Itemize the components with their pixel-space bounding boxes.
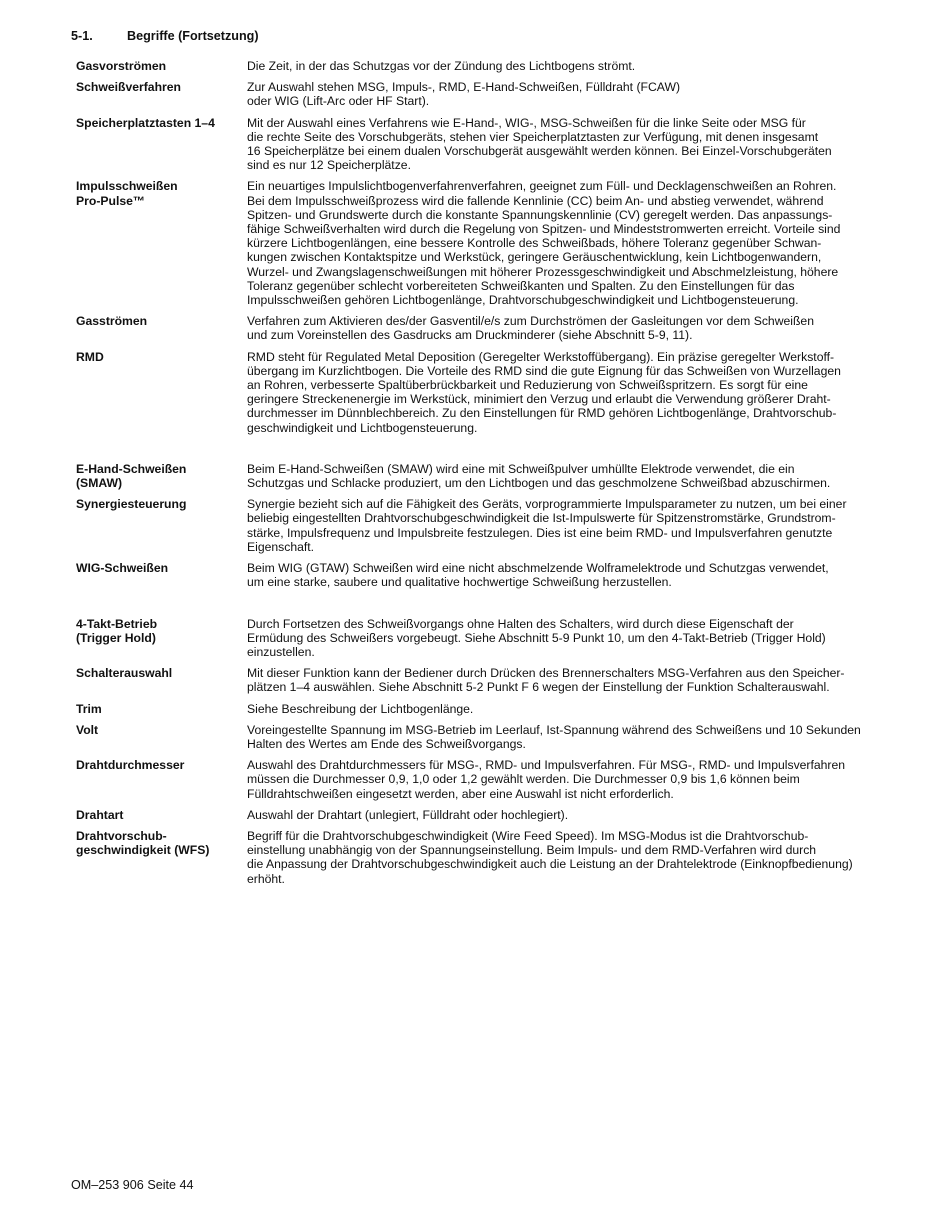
glossary-term: Volt xyxy=(76,722,99,737)
glossary-entry xyxy=(76,314,866,342)
glossary-entry xyxy=(76,666,866,694)
glossary-term: Schweißverfahren xyxy=(76,80,181,95)
glossary-entry xyxy=(76,462,866,490)
glossary-definition: Beim WIG (GTAW) Schweißen wird eine nicht abschmelzende Wolframelektrode und Schutzgas verwendet, um eine starke, saubere und qualitative hochwertige Schweißung herzustellen. xyxy=(247,561,829,590)
glossary-definition: Durch Fortsetzen des Schweißvorgangs ohne Halten des Schalters, wird durch diese Eigenschaft der Ermüdung des Schweißers vorgebeugt. Siehe Abschnitt 5-9 Punkt 10, um den 4-Takt-Betrieb (Trigger Hold) einzustellen. xyxy=(247,616,826,659)
glossary-entry xyxy=(76,808,866,822)
glossary-term: WIG-Schweißen xyxy=(76,561,169,576)
section-number: 5-1. xyxy=(71,29,93,43)
glossary-term: Schalterauswahl xyxy=(76,666,173,681)
glossary-term: Speicherplatztasten 1–4 xyxy=(76,115,215,130)
page-footer: OM–253 906 Seite 44 xyxy=(71,1178,194,1192)
glossary-definition: Zur Auswahl stehen MSG, Impuls-, RMD, E-Hand-Schweißen, Fülldraht (FCAW) oder WIG (Lift-Arc oder HF Start). xyxy=(247,80,681,109)
glossary-definition: Mit dieser Funktion kann der Bediener durch Drücken des Brennerschalters MSG-Verfahren aus den Speicher- plätzen 1–4 auswählen. Siehe Abschnitt 5-2 Punkt F 6 wegen der Einstellung der Funktion Schalterauswahl. xyxy=(247,666,845,695)
glossary-entry xyxy=(76,561,866,589)
glossary-definition: Ein neuartiges Impulslichtbogenverfahrenverfahren, geeignet zum Füll- und Decklagenschweißen an Rohren. Bei dem Impulsschweißprozess wird die fallende Kennlinie (CC) beim An- und abstieg verwendet, während Spitzen- und Grundswerte durch die konstante Spannungskennlinie (CV) geregelt werden. Das anpassungs- fähige Schweißverhalten wird durch die Regelung von Spitzen- und Mindeststromwerten erreicht. Vorteile sind kürzere Lichtbogenlängen, eine bessere Kontrolle des Schweißbads, höhere Toleranz gegenüber Schwan- kungen zwischen Kontaktspitze und Werkstück, geringere Geräuschentwicklung, kein Lichtbogenwandern, Wurzel- und Zwangslagenschweißungen mit höherer Prozessgeschwindigkeit und Abschmelzleistung, höhere Toleranz gegenüber schlecht vorbereiteten Schweißkanten und Spalten. Zu den Einstellungen für das Impulsschweißen gehören Lichtbogenlänge, Drahtvorschubgeschwindigkeit und Lichtbogensteuerung. xyxy=(247,179,841,308)
glossary-entry xyxy=(76,758,866,801)
section-title: Begriffe (Fortsetzung) xyxy=(127,29,259,43)
glossary-entry xyxy=(76,116,866,173)
glossary-definition: Voreingestellte Spannung im MSG-Betrieb im Leerlauf, Ist-Spannung während des Schweißens und 10 Sekunden Halten des Wertes am Ende des Schweißvorgangs. xyxy=(247,722,861,751)
glossary-definition: RMD steht für Regulated Metal Deposition (Geregelter Werkstoffübergang). Ein präzise geregelter Werkstoff- übergang im Kurzlichtbogen. Die Vorteile des RMD sind die gute Eignung für das Schweißen von Wurzellagen an Rohren, verbesserte Spaltüberbrückbarkeit und Reduzierung von Schweißspritzern. Es sorgt für eine geringere Streckenenergie im Werkstück, minimiert den Verzug und erlaubt die Verwendung größerer Draht- durchmesser im Dünnblechbereich. Zu den Einstellungen für RMD gehören Lichtbogenlänge, Drahtvorschub- geschwindigkeit und Lichtbogensteuerung. xyxy=(247,349,841,435)
glossary-entry xyxy=(76,179,866,307)
glossary-list xyxy=(76,59,866,893)
glossary-definition: Siehe Beschreibung der Lichtbogenlänge. xyxy=(247,701,474,716)
glossary-entry xyxy=(76,59,866,73)
glossary-term: Drahtdurchmesser xyxy=(76,758,185,773)
glossary-definition: Beim E-Hand-Schweißen (SMAW) wird eine mit Schweißpulver umhüllte Elektrode verwendet, die ein Schutzgas und Schlacke produziert, um den Lichtbogen und das geschmolzene Schweißbad abzuschirmen. xyxy=(247,461,831,491)
glossary-definition: Auswahl des Drahtdurchmessers für MSG-, RMD- und Impulsverfahren. Für MSG-, RMD- und Impulsverfahren müssen die Durchmesser 0,9, 1,0 oder 1,2 gewählt werden. Die Durchmesser 0,9 bis 1,6 können beim Fülldrahtschweißen eingesetzt werden, aber eine Auswahl ist nicht erforderlich. xyxy=(247,758,846,801)
glossary-term: Trim xyxy=(76,701,102,716)
glossary-term: Drahtart xyxy=(76,807,124,822)
glossary-term: Gasvorströmen xyxy=(76,59,167,73)
glossary-definition: Begriff für die Drahtvorschubgeschwindigkeit (Wire Feed Speed). Im MSG-Modus ist die Drahtvorschub- einstellung unabhängig von der Spannungseinstellung. Beim Impuls- und dem RMD-Verfahren wird durch die Anpassung der Drahtvorschubgeschwindigkeit auch die Leistung an der Drahtelektrode (Einknopfbedienung) erhöht. xyxy=(247,828,853,886)
glossary-entry xyxy=(76,617,866,660)
glossary-entry xyxy=(76,723,866,751)
glossary-term: Impulsschweißen Pro-Pulse™ xyxy=(76,179,178,208)
glossary-definition: Auswahl der Drahtart (unlegiert, Fülldraht oder hochlegiert). xyxy=(247,807,569,822)
glossary-term: Gasströmen xyxy=(76,314,148,329)
glossary-entry xyxy=(76,829,866,886)
glossary-term: RMD xyxy=(76,349,104,364)
glossary-term: Synergiesteuerung xyxy=(76,497,187,512)
glossary-term: E-Hand-Schweißen (SMAW) xyxy=(76,461,187,491)
glossary-entry xyxy=(76,702,866,716)
glossary-definition: Synergie bezieht sich auf die Fähigkeit des Geräts, vorprogrammierte Impulsparameter zu nutzen, um bei einer beliebig eingestellten Drahtvorschubgeschwindigkeit die Ist-Impulswerte für Spitzenstromstärke, Grundstrom- stärke, Impulsfrequenz und Impulsbreite festzulegen. Dies ist eine beim RMD- und Impulsverfahren genutzte Eigenschaft. xyxy=(247,497,847,554)
glossary-term: Drahtvorschub- geschwindigkeit (WFS) xyxy=(76,828,210,858)
glossary-definition: Die Zeit, in der das Schutzgas vor der Zündung des Lichtbogens strömt. xyxy=(247,59,636,73)
glossary-term: 4-Takt-Betrieb (Trigger Hold) xyxy=(76,616,158,645)
glossary-entry xyxy=(76,497,866,554)
glossary-entry xyxy=(76,80,866,108)
section-header xyxy=(71,29,259,43)
glossary-definition: Mit der Auswahl eines Verfahrens wie E-Hand-, WIG-, MSG-Schweißen für die linke Seite oder MSG für die rechte Seite des Vorschubgeräts, stehen vier Speicherplatztasten zur Verfügung, mit denen insgesamt 16 Speicherplätze bei einem dualen Vorschubgerät ausgewählt werden können. Bei Einzel-Vorschubgeräten sind es nur 12 Speicherplätze. xyxy=(247,115,832,173)
glossary-entry xyxy=(76,350,866,435)
glossary-definition: Verfahren zum Aktivieren des/der Gasventil/e/s zum Durchströmen der Gasleitungen vor dem Schweißen und zum Voreinstellen des Gasdrucks am Druckminderer (siehe Abschnitt 5-9, 11). xyxy=(247,314,814,343)
